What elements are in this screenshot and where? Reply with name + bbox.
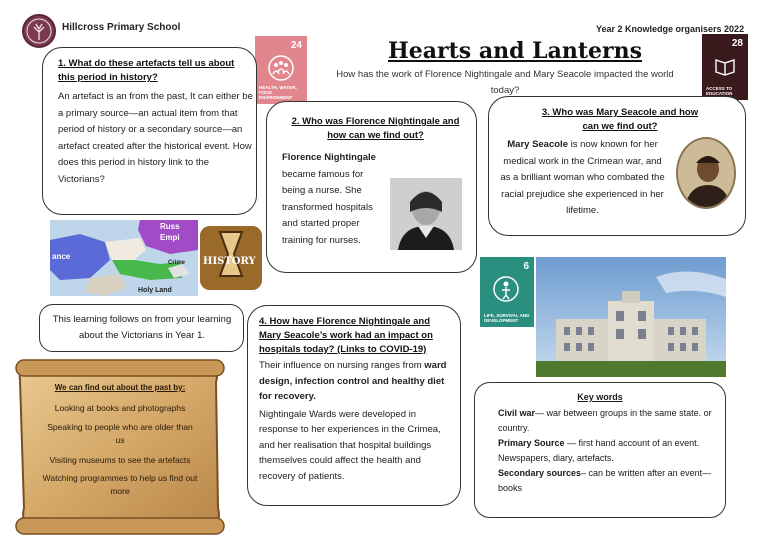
scroll-item: Speaking to people who are older than us	[47, 422, 193, 445]
tree-icon	[24, 16, 54, 46]
map-label-crimea: Crime	[168, 260, 186, 266]
question-4-intro: Their influence on nursing ranges from	[259, 360, 425, 371]
school-name: Hillcross Primary School	[62, 22, 181, 33]
history-badge-text: HISTORY	[203, 256, 256, 267]
keyword-term: Primary Source	[498, 438, 568, 448]
map-label-russia: Russ	[160, 222, 180, 231]
question-4-heading: 4. How have Florence Nightingale and Mary Seacole’s work had an impact on hospitals today? (Links to COVID-19)	[259, 316, 433, 355]
page-subtitle: How has the work of Florence Nightingale and Mary Seacole impacted the world today?	[336, 69, 674, 96]
florence-nightingale-portrait	[390, 178, 462, 250]
sdg-badge-28	[702, 34, 748, 100]
scroll-item: Visiting museums to see the artefacts	[49, 455, 191, 465]
scroll-item: Looking at books and photographs	[54, 403, 186, 413]
question-4-body	[259, 358, 457, 484]
mary-name: Mary Seacole	[507, 139, 568, 150]
keyword-item	[498, 436, 720, 466]
hospital-photo	[536, 257, 726, 377]
sdg-number: 6	[523, 261, 529, 272]
scroll-title: We can find out about the past by:	[54, 383, 186, 392]
scroll-item: Watching programmes to help us find out more	[42, 473, 198, 496]
crimea-map-image	[50, 220, 198, 296]
child-icon	[492, 275, 520, 303]
key-words-list	[498, 406, 720, 496]
mary-text: is now known for her medical work in the Crimean war, and as a brilliant woman who combated the racial prejudice she experienced in her lifetime.	[500, 139, 665, 216]
learning-link-text: This learning follows on from your learning about the Victorians in Year 1.	[52, 314, 232, 341]
book-icon	[714, 54, 736, 76]
history-hourglass-image	[200, 226, 262, 290]
sdg-badge-6	[480, 257, 534, 327]
question-4-bold: ward design, infection control and healthy diet for recovery.	[259, 360, 447, 402]
year-label: Year 2 Knowledge organisers 2022	[596, 24, 745, 34]
keyword-term: Secondary sources	[498, 468, 582, 478]
question-4-paragraph: Nightingale Wards were developed in response to her experiences in the Crimea, and her realisation that hospital buildings themselves could affect the health and recovery of patients.	[259, 408, 441, 482]
map-label-empire: Empi	[160, 233, 180, 242]
question-1-body: An artefact is an from the past, It can either be a primary source—an actual item from that period of history or a secondary source—an artefact created after the historical event. How does this period in history link to the Victorians?	[58, 91, 253, 185]
question-3-heading: 3. Who was Mary Seacole and how can we find out?	[541, 107, 699, 132]
people-icon	[267, 54, 295, 82]
sdg-label: LIFE, SURVIVAL AND DEVELOPMENT	[484, 313, 530, 323]
mary-seacole-portrait	[676, 137, 736, 209]
keyword-item	[498, 466, 720, 496]
keyword-term: Civil war	[498, 408, 536, 418]
page-title: Hearts and Lanterns	[388, 38, 642, 64]
sdg-number: 28	[731, 38, 743, 49]
question-3-body	[500, 137, 665, 220]
sdg-number: 24	[290, 40, 302, 51]
keyword-definition: – can be written after an event— books	[498, 468, 712, 493]
map-label-france: ance	[52, 252, 71, 261]
sdg-badge-24	[255, 36, 307, 104]
question-2-heading: 2. Who was Florence Nightingale and how can we find out?	[291, 116, 460, 141]
keyword-item	[498, 406, 720, 436]
sdg-label: HEALTH, WATER, FOOD ENVIRONMENT	[259, 85, 297, 100]
florence-text: became famous for being a nurse. She transformed hospitals and started proper training for nurses.	[282, 168, 373, 246]
map-label-holy-land: Holy Land	[138, 287, 172, 294]
question-1-heading: 1. What do these artefacts tell us about this period in history?	[58, 58, 235, 83]
school-logo	[22, 14, 56, 48]
key-words-title: Key words	[577, 392, 623, 402]
florence-name: Florence Nightingale	[282, 152, 376, 163]
sdg-label: ACCESS TO EDUCATION	[706, 86, 733, 96]
keyword-definition: — war between groups in the same state. or country.	[498, 408, 712, 433]
keyword-definition: — first hand account of an event. Newspapers, diary, artefacts.	[498, 438, 700, 463]
